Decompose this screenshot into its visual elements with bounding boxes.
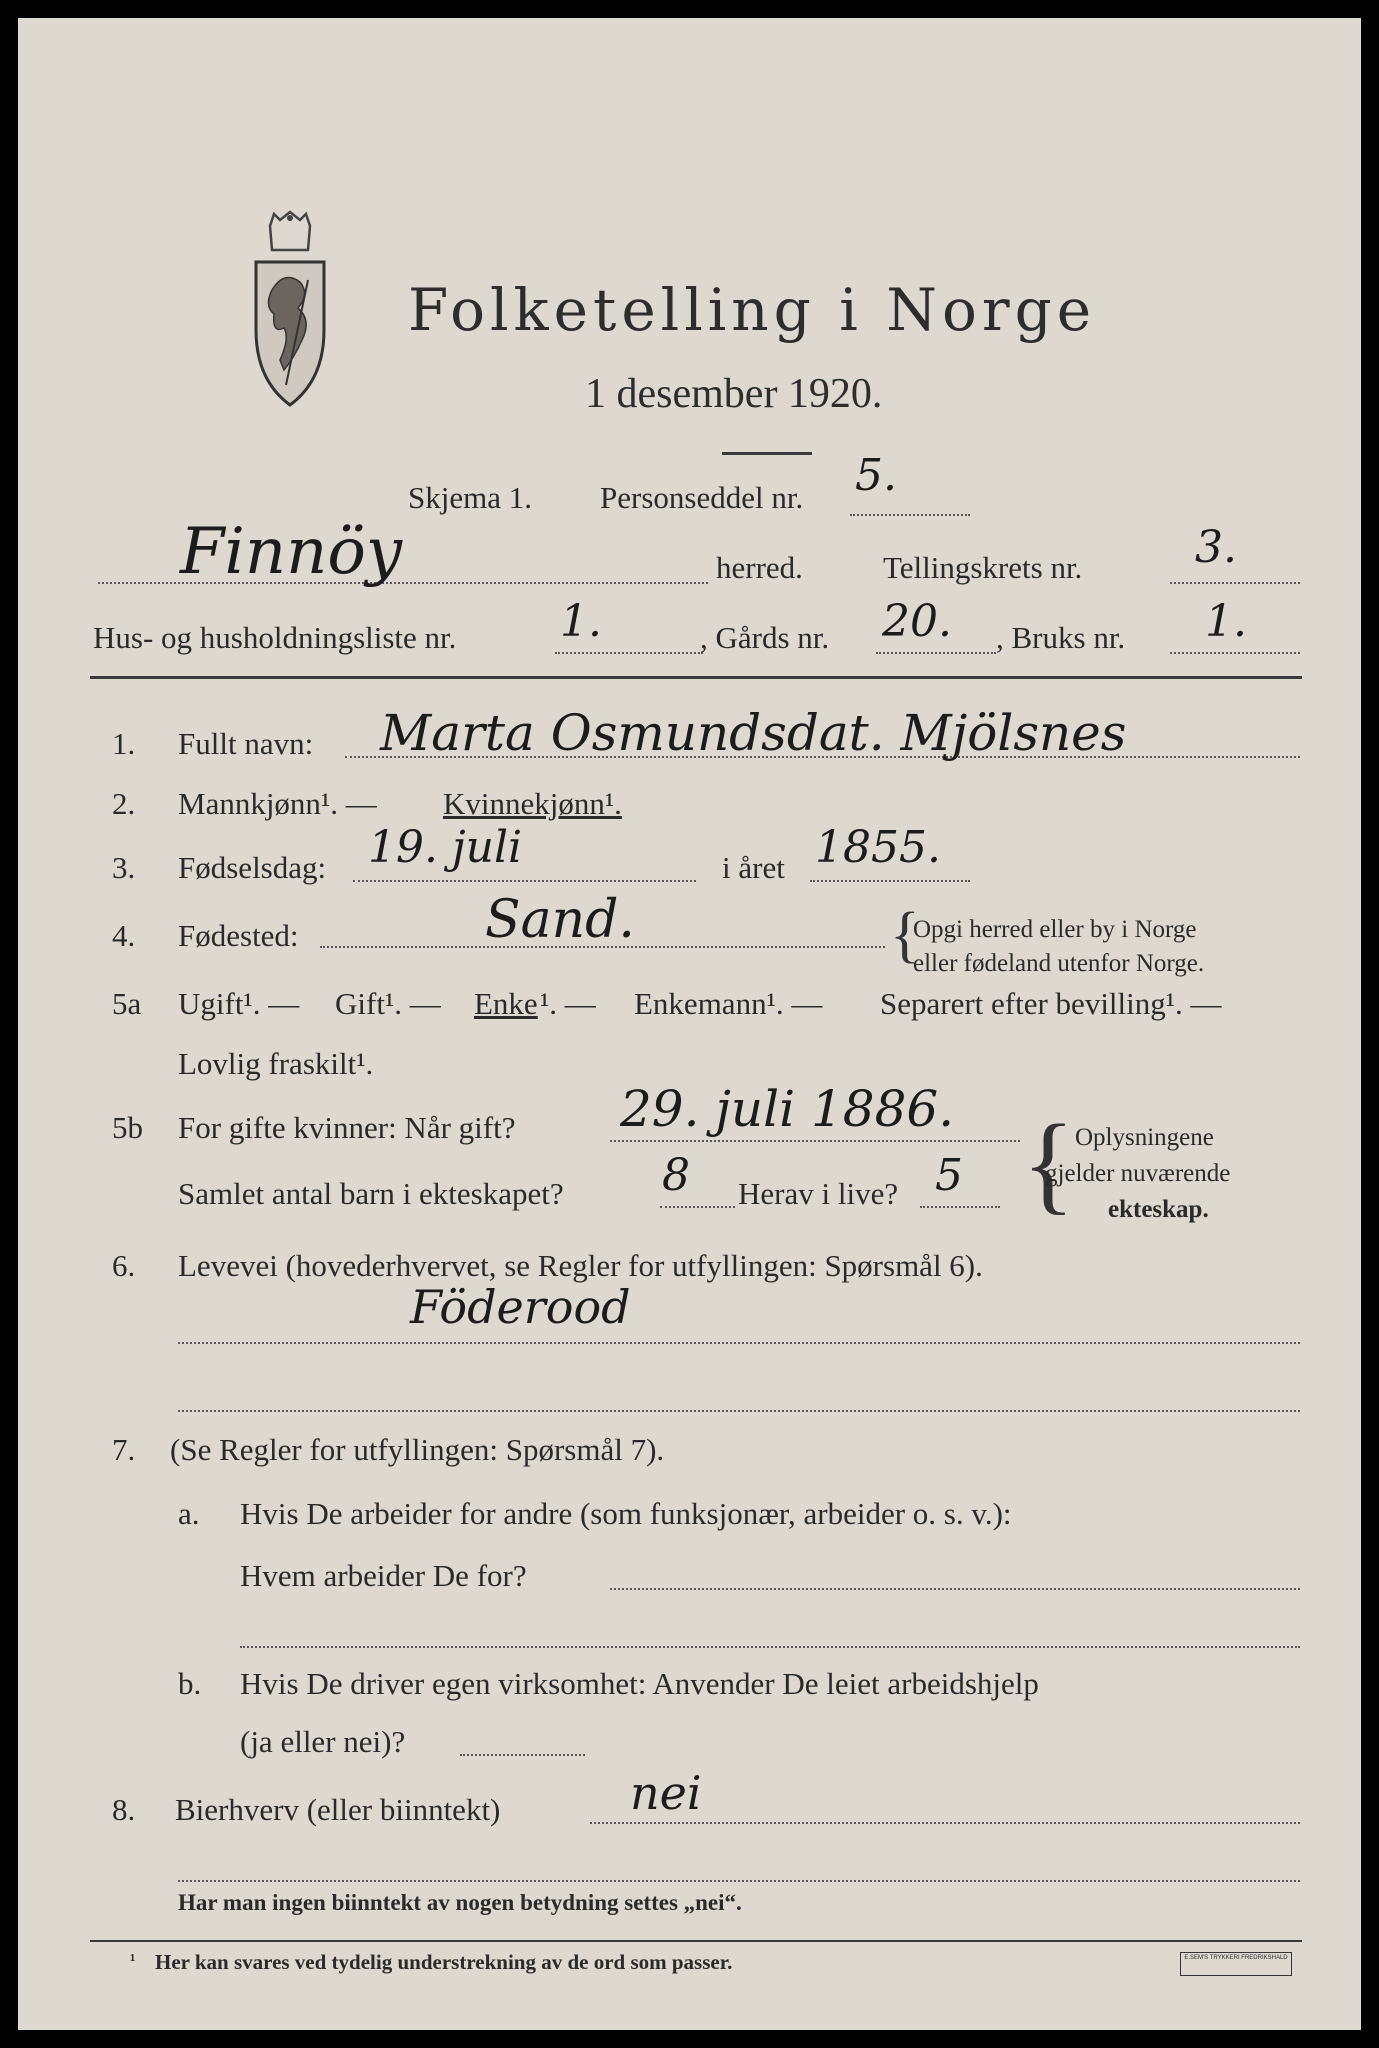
employer-label: Hvem arbeider De for? (240, 1558, 527, 1593)
coat-of-arms-icon (250, 210, 330, 410)
q8-number: 8. (112, 1792, 136, 1827)
livelihood-value: Föderood (410, 1280, 631, 1334)
side-income-label: Bierhverv (eller biinntekt) (175, 1792, 501, 1827)
q7-label: (Se Regler for utfyllingen: Spørsmål 7). (170, 1432, 665, 1467)
birthplace-value: Sand. (485, 890, 635, 950)
q7a-text: Hvis De arbeider for andre (som funksjonær, arbeider o. s. v.): (240, 1496, 1012, 1531)
q3-label: Fødselsdag: (178, 850, 327, 885)
tellingskrets-label: Tellingskrets nr. (883, 550, 1083, 585)
q4-label: Fødested: (178, 918, 299, 953)
herred-value: Finnöy (180, 515, 402, 589)
children-value: 8 (662, 1150, 690, 1201)
q7b-number: b. (178, 1666, 202, 1701)
bruks-value: 1. (1205, 596, 1247, 647)
q7-number: 7. (112, 1432, 136, 1467)
q4-number: 4. (112, 918, 136, 953)
birthplace-note-2: eller fødeland utenfor Norge. (913, 950, 1205, 977)
birthplace-note-1: Opgi herred eller by i Norge (913, 916, 1197, 943)
q1-number: 1. (112, 726, 136, 761)
title-divider (722, 452, 812, 455)
full-name-value: Marta Osmundsdat. Mjölsnes (380, 704, 1127, 762)
mannkjonn-option: Mannkjønn¹. — (178, 786, 377, 821)
birthdate-value: 19. juli (368, 822, 523, 873)
ugift-option: Ugift¹. — (178, 986, 300, 1021)
husholdningsliste-label: Hus- og husholdningsliste nr. (93, 620, 457, 655)
q4-brace: { (890, 901, 920, 969)
bruks-label: , Bruks nr. (996, 620, 1126, 655)
birth-year-value: 1855. (815, 822, 941, 873)
form-title: Folketelling i Norge (408, 276, 1097, 344)
married-when-label: For gifte kvinner: Når gift? (178, 1110, 516, 1145)
personseddel-label: Personseddel nr. (600, 480, 804, 515)
side-income-note: Har man ingen biinntekt av nogen betydning settes „nei“. (178, 1890, 742, 1915)
footer-rule (90, 1940, 1302, 1942)
header-rule (90, 676, 1302, 679)
marriage-note-3: ekteskap. (1108, 1196, 1209, 1223)
personseddel-value: 5. (855, 450, 897, 501)
gards-label: , Gårds nr. (700, 620, 830, 655)
q1-label: Fullt navn: (178, 726, 314, 761)
fraskilt-option: Lovlig fraskilt¹. (178, 1046, 374, 1081)
gards-value: 20. (882, 596, 952, 647)
q3-number: 3. (112, 850, 136, 885)
tellingskrets-value: 3. (1195, 522, 1237, 573)
q5b-number: 5b (112, 1110, 143, 1145)
footnote-mark: ¹ (130, 1950, 136, 1970)
q2-number: 2. (112, 786, 136, 821)
form-date: 1 desember 1920. (585, 371, 883, 417)
alive-label: Herav i live? (738, 1176, 899, 1211)
side-income-value: nei (630, 1766, 702, 1820)
q5b-brace: { (1022, 1102, 1075, 1224)
hired-help-label: (ja eller nei)? (240, 1724, 406, 1759)
printer-mark: E.SEM'S TRYKKERI FREDRIKSHALD (1180, 1952, 1292, 1976)
enke-option-suffix: ¹. — (540, 986, 596, 1021)
enke-option: Enke (474, 986, 538, 1021)
q7b-text: Hvis De driver egen virksomhet: Anvender De leiet arbeidshjelp (240, 1666, 1039, 1701)
q6-number: 6. (112, 1248, 136, 1283)
gift-option: Gift¹. — (335, 986, 441, 1021)
footnote-text: Her kan svares ved tydelig understrekning av de ord som passer. (155, 1950, 733, 1974)
q7a-number: a. (178, 1496, 200, 1531)
marriage-note-2: gjelder nuværende (1045, 1160, 1231, 1187)
q5a-number: 5a (112, 986, 142, 1021)
livelihood-label: Levevei (hovederhvervet, se Regler for utfyllingen: Spørsmål 6). (178, 1248, 983, 1283)
enkemann-option: Enkemann¹. — (634, 986, 823, 1021)
herred-label: herred. (716, 550, 803, 585)
separert-option: Separert efter bevilling¹. — (880, 986, 1222, 1021)
husholdningsliste-value: 1. (560, 596, 602, 647)
marriage-note-1: Oplysningene (1075, 1124, 1214, 1151)
year-label: i året (722, 850, 785, 885)
alive-value: 5 (935, 1150, 963, 1201)
kvinnekjonn-option: Kvinnekjønn¹. (443, 786, 622, 821)
skjema-label: Skjema 1. (408, 480, 532, 515)
married-date-value: 29. juli 1886. (620, 1080, 955, 1138)
children-label: Samlet antal barn i ekteskapet? (178, 1176, 564, 1211)
